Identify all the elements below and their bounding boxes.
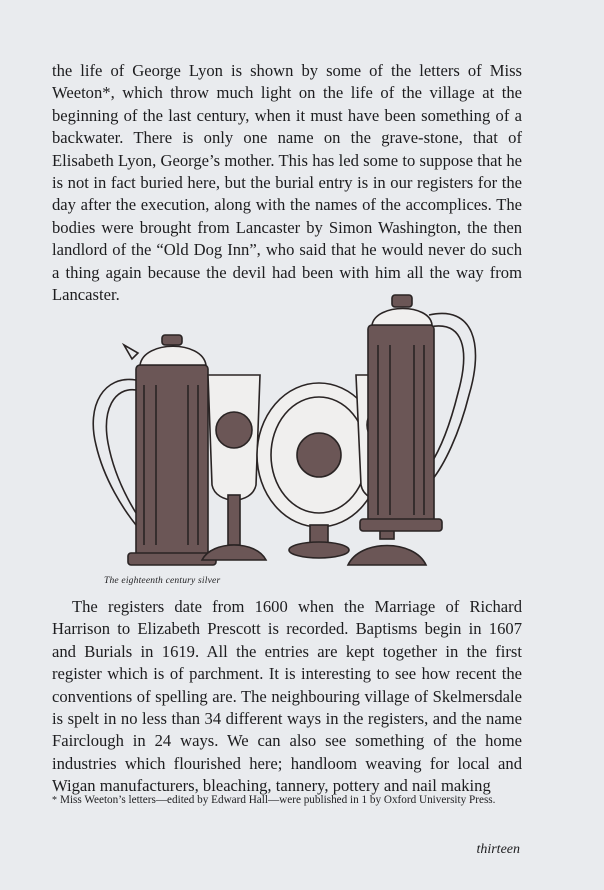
- body-paragraph-1: the life of George Lyon is shown by some of the letters of Miss Weeton*, which throw much light on the life of the village at the beginning of the last century, when it must have been something of a backwater. There is only one name on the grave-stone, that of Elisabeth Lyon, George’s mother. This has led some to suppose that he is not in fact buried here, but the burial entry is in our registers for the day after the execution, along with the names of the accomplices. The bodies were brought from Lancaster by Simon Washington, the then landlord of the “Old Dog Inn”, who said that he would never do such a thing again because the devil had been with him all the way from Lancaster.: [52, 61, 522, 305]
- footnote-marker: *: [52, 795, 57, 806]
- church-silver-illustration: [84, 285, 484, 585]
- left-tankard: [93, 335, 216, 565]
- footnote-text: Miss Weeton’s letters—edited by Edward Hall—were published in 1 by Oxford University Press.: [60, 794, 496, 806]
- footnote: [52, 792, 522, 810]
- body-paragraph-2: The registers date from 1600 when the Marriage of Richard Harrison to Elizabeth Prescott is recorded. Baptisms begin in 1607 and Burials in 1619. All the entries are kept together in the first register which is of parchment. It is interesting to see how recent the conventions of spelling are. The neighbouring village of Skelmersdale is spelt in no less than 34 different ways in the registers, and the name Fairclough in 24 ways. We can also see something of the home industries which flourished here; handloom weaving for local and Wigan manufacturers, bleaching, tannery, pottery and nail making: [52, 597, 522, 796]
- illustration-caption: The eighteenth century silver: [104, 576, 221, 586]
- right-tankard: [360, 295, 476, 531]
- left-goblet: [202, 375, 266, 560]
- page-number: thirteen: [476, 842, 520, 857]
